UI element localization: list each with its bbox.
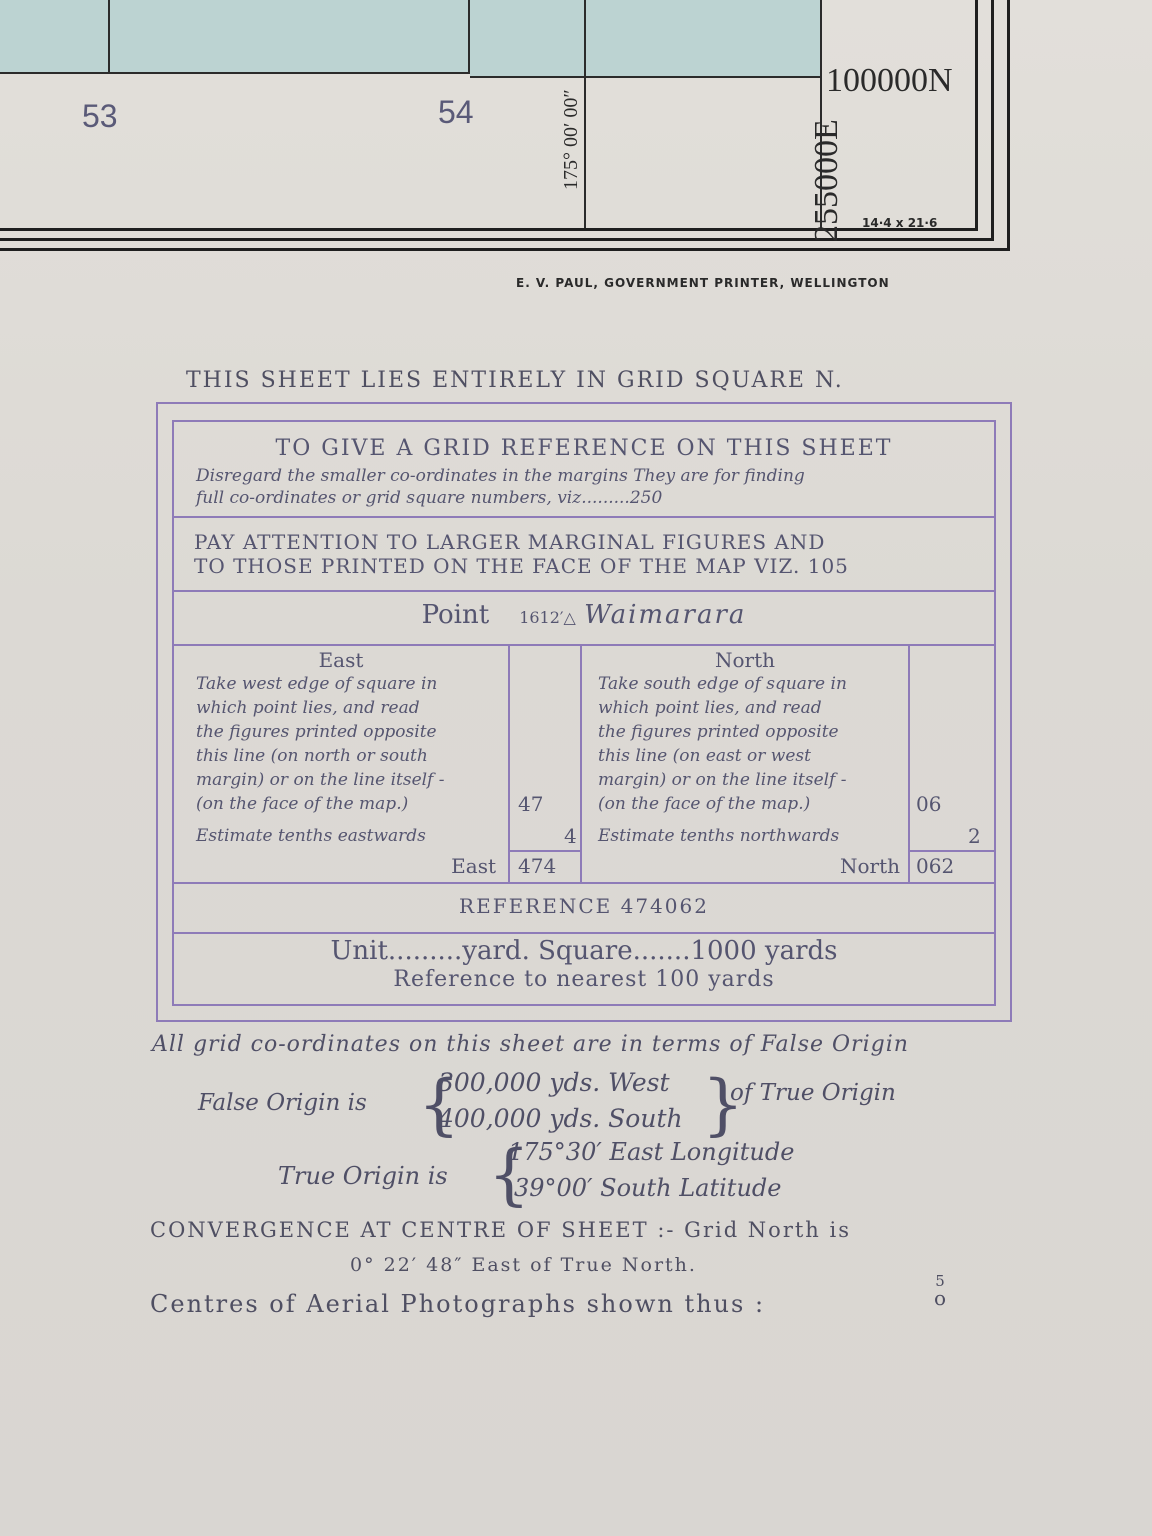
true-origin-brace: {	[488, 1136, 530, 1213]
aerial-photographs-label: Centres of Aerial Photographs shown thus :	[150, 1290, 766, 1318]
grid-reference-inner	[172, 420, 996, 1006]
point-label: Point	[421, 600, 490, 630]
east-step: which point lies, and read	[196, 698, 420, 718]
east-figure-divider	[508, 646, 510, 882]
aerial-photo-centre-mark: o	[933, 1286, 947, 1310]
unit-line: Unit.........yard. Square.......1000 yards	[330, 936, 838, 966]
grid-line-53	[108, 0, 110, 74]
north-total-label: North	[839, 854, 900, 878]
east-step: Take west edge of square in	[196, 674, 438, 694]
east-heading: East	[318, 648, 364, 672]
neatline-right-outer	[1007, 0, 1010, 251]
disregard-note-line1: Disregard the smaller co-ordinates in the margins They are for finding	[196, 466, 805, 486]
reference-precision-line: Reference to nearest 100 yards	[393, 967, 775, 992]
convergence-line1: CONVERGENCE AT CENTRE OF SHEET :- Grid North is	[150, 1218, 852, 1242]
north-figure: 06	[916, 792, 942, 816]
neatline-right-middle	[991, 0, 994, 241]
north-step: which point lies, and read	[598, 698, 822, 718]
north-step: margin) or on the line itself -	[598, 770, 847, 790]
false-origin-brace-open: {	[418, 1066, 460, 1143]
point-row	[174, 592, 994, 646]
east-total-label: East	[451, 854, 496, 878]
north-column	[582, 646, 908, 882]
longitude-label: 175° 00′ 00″	[560, 89, 582, 190]
point-name: Waimarara	[584, 600, 747, 630]
attention-line2: TO THOSE PRINTED ON THE FACE OF THE MAP VIZ. 105	[194, 554, 849, 578]
false-origin-label: False Origin is	[198, 1090, 367, 1116]
reference-result: REFERENCE 474062	[459, 894, 709, 918]
grid-number-54: 54	[438, 94, 474, 130]
disregard-note-line2: full co-ordinates or grid square numbers, viz.........250	[196, 488, 663, 508]
east-total-rule	[508, 850, 580, 852]
sea-area-left	[0, 0, 470, 74]
east-estimate: Estimate tenths eastwards	[196, 826, 426, 846]
false-origin-brace-close: }	[702, 1066, 744, 1143]
false-origin-intro: All grid co-ordinates on this sheet are in terms of False Origin	[152, 1032, 909, 1057]
east-step: the figures printed opposite	[196, 722, 437, 742]
grid-number-53: 53	[82, 98, 118, 134]
east-total: 474	[518, 854, 557, 878]
grid-square-caption: THIS SHEET LIES ENTIRELY IN GRID SQUARE N.	[186, 368, 844, 393]
east-tenths: 4	[564, 824, 577, 848]
meridian-line	[584, 0, 586, 228]
grid-reference-heading: TO GIVE A GRID REFERENCE ON THIS SHEET	[275, 436, 893, 461]
reference-row	[174, 884, 994, 934]
neatline-outer	[0, 248, 1010, 251]
aerial-photo-symbol	[932, 1272, 948, 1310]
false-origin-suffix: of True Origin	[730, 1080, 896, 1106]
east-coordinate: 255000E	[808, 119, 845, 242]
sheet-size: 14·4 x 21·6	[862, 216, 938, 230]
aerial-photo-number: 5	[935, 1272, 945, 1290]
grid-reference-box	[156, 402, 1012, 1022]
east-column	[174, 646, 508, 882]
grid-line-54	[468, 0, 470, 74]
unit-row	[174, 934, 994, 1004]
north-estimate: Estimate tenths northwards	[598, 826, 840, 846]
instructions-row	[174, 422, 994, 518]
north-heading: North	[714, 648, 776, 672]
true-origin-latitude: 39°00′ South Latitude	[514, 1174, 782, 1202]
east-figure: 47	[518, 792, 544, 816]
attention-line1: PAY ATTENTION TO LARGER MARGINAL FIGURES AND	[194, 530, 826, 554]
neatline-right-inner	[975, 0, 978, 231]
map-face-strip	[0, 0, 1010, 250]
north-figure-divider	[908, 646, 910, 882]
convergence-line2: 0° 22′ 48″ East of True North.	[350, 1254, 697, 1276]
north-coordinate: 100000N	[826, 62, 953, 99]
north-total-rule	[908, 850, 994, 852]
sea-area-right	[470, 0, 822, 78]
attention-row	[174, 518, 994, 592]
north-step: the figures printed opposite	[598, 722, 839, 742]
east-step: margin) or on the line itself -	[196, 770, 445, 790]
false-origin-west: 300,000 yds. West	[438, 1068, 670, 1097]
east-north-row	[174, 646, 994, 884]
east-step: this line (on north or south	[196, 746, 428, 766]
east-step: (on the face of the map.)	[196, 794, 409, 814]
printer-imprint: E. V. PAUL, GOVERNMENT PRINTER, WELLINGTON	[516, 276, 890, 290]
north-step: (on the face of the map.)	[598, 794, 811, 814]
north-step: this line (on east or west	[598, 746, 811, 766]
true-origin-label: True Origin is	[278, 1162, 448, 1190]
north-tenths: 2	[968, 824, 981, 848]
north-step: Take south edge of square in	[598, 674, 847, 694]
point-line	[174, 600, 994, 630]
north-total: 062	[916, 854, 955, 878]
true-origin-longitude: 175°30′ East Longitude	[508, 1138, 795, 1166]
point-height: 1612′△	[519, 608, 576, 627]
false-origin-south: 400,000 yds. South	[438, 1104, 683, 1133]
